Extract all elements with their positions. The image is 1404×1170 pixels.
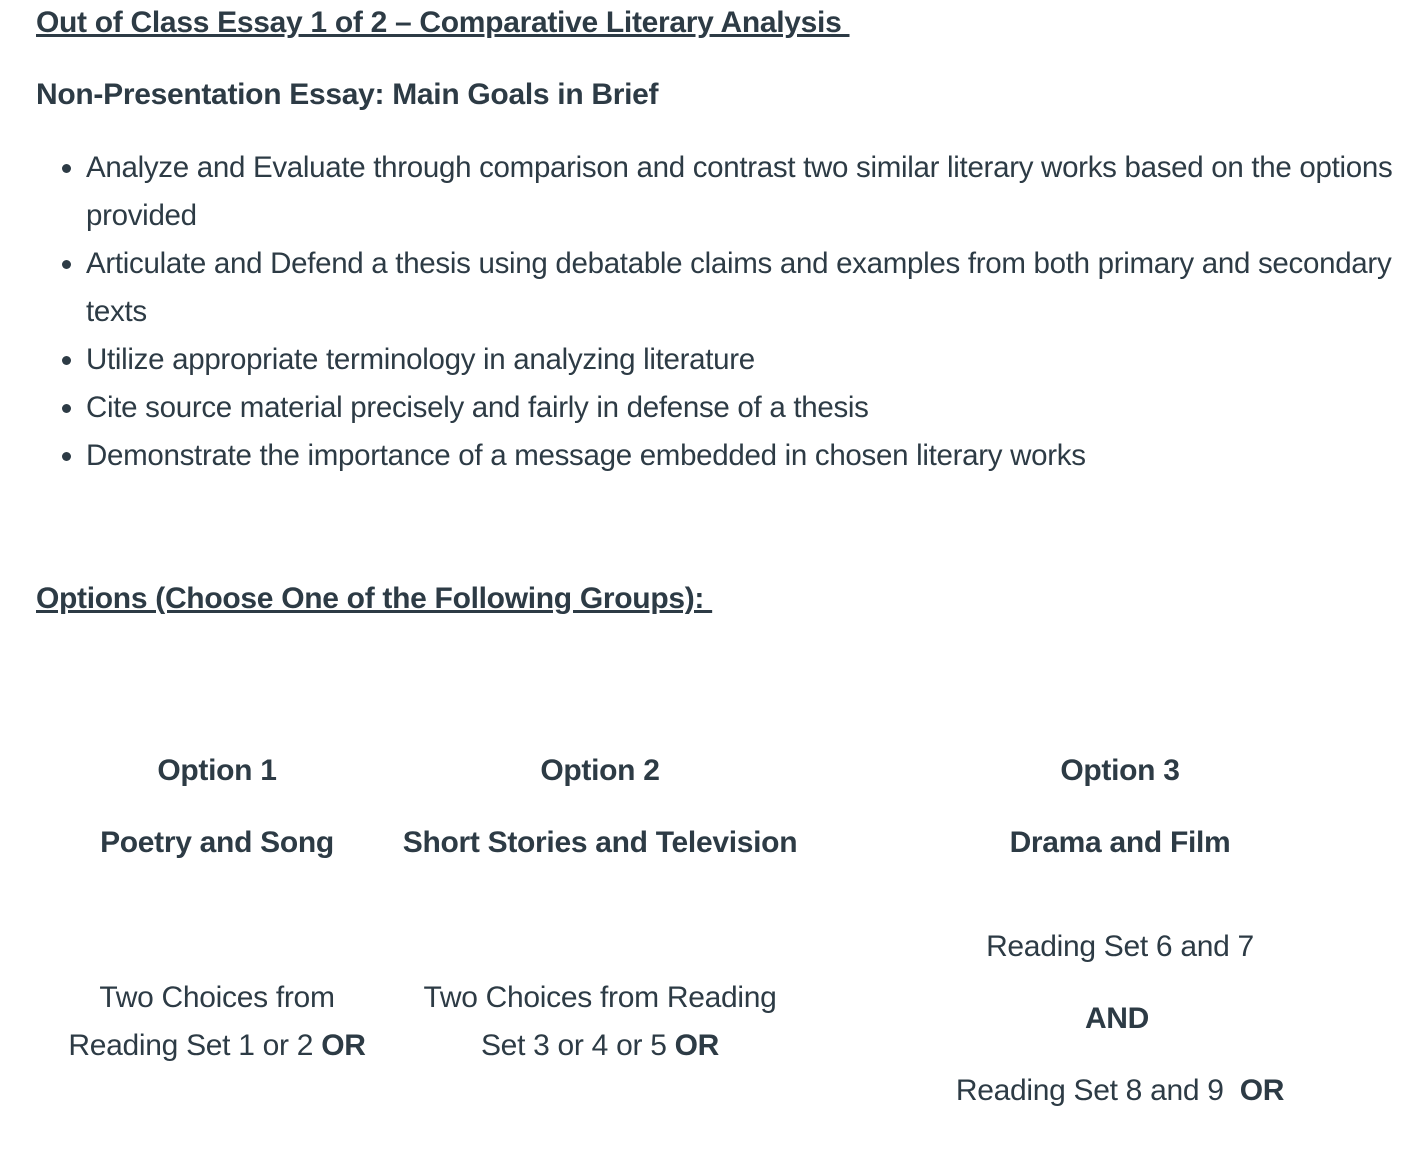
page-title: Out of Class Essay 1 of 2 – Comparative Literary Analysis [36, 6, 850, 39]
option-subtitle: Poetry and Song [100, 826, 334, 859]
list-item: • Articulate and Defend a thesis using debatable claims and examples from both primary and secondary texts [86, 240, 1398, 336]
or-keyword: OR [674, 1029, 720, 1062]
option-desc-line [920, 1074, 1320, 1108]
options-heading: Options (Choose One of the Following Groups): [36, 582, 713, 615]
goals-heading: Non-Presentation Essay: Main Goals in Brief [36, 78, 659, 111]
or-keyword: OR [1239, 1074, 1285, 1107]
list-item: • Analyze and Evaluate through comparison and contrast two similar literary works based on the options provided [86, 144, 1398, 240]
option-desc-text: Reading Set 1 or 2 [68, 1029, 322, 1062]
option-1-column [36, 754, 398, 1084]
option-subtitle: Drama and Film [1009, 826, 1231, 859]
option-desc-line: Two Choices from Reading [423, 981, 777, 1014]
option-title: Option 1 [157, 754, 277, 787]
option-subtitle: Short Stories and Television [402, 826, 798, 859]
option-2-column [398, 754, 802, 1084]
list-item: • Cite source material precisely and fairly in defense of a thesis [86, 384, 1398, 432]
option-desc-line: Two Choices from [99, 981, 335, 1014]
option-desc-line: Reading Set 6 and 7 [986, 930, 1254, 963]
option-desc-line [36, 1022, 398, 1070]
option-description [36, 974, 398, 1070]
list-item: • Demonstrate the importance of a message embedded in chosen literary works [86, 432, 1398, 480]
option-desc-text: Reading Set 8 and 9 [955, 1074, 1240, 1107]
and-keyword: AND [1084, 1002, 1150, 1035]
option-desc-line [398, 1022, 802, 1070]
option-3-column [920, 754, 1320, 1114]
option-description [398, 974, 802, 1070]
or-keyword: OR [321, 1029, 366, 1062]
goals-list [36, 144, 1398, 480]
option-desc-text: Set 3 or 4 or 5 [480, 1029, 675, 1062]
option-title: Option 2 [540, 754, 660, 787]
option-title: Option 3 [1060, 754, 1180, 787]
list-item: • Utilize appropriate terminology in analyzing literature [86, 336, 1398, 384]
